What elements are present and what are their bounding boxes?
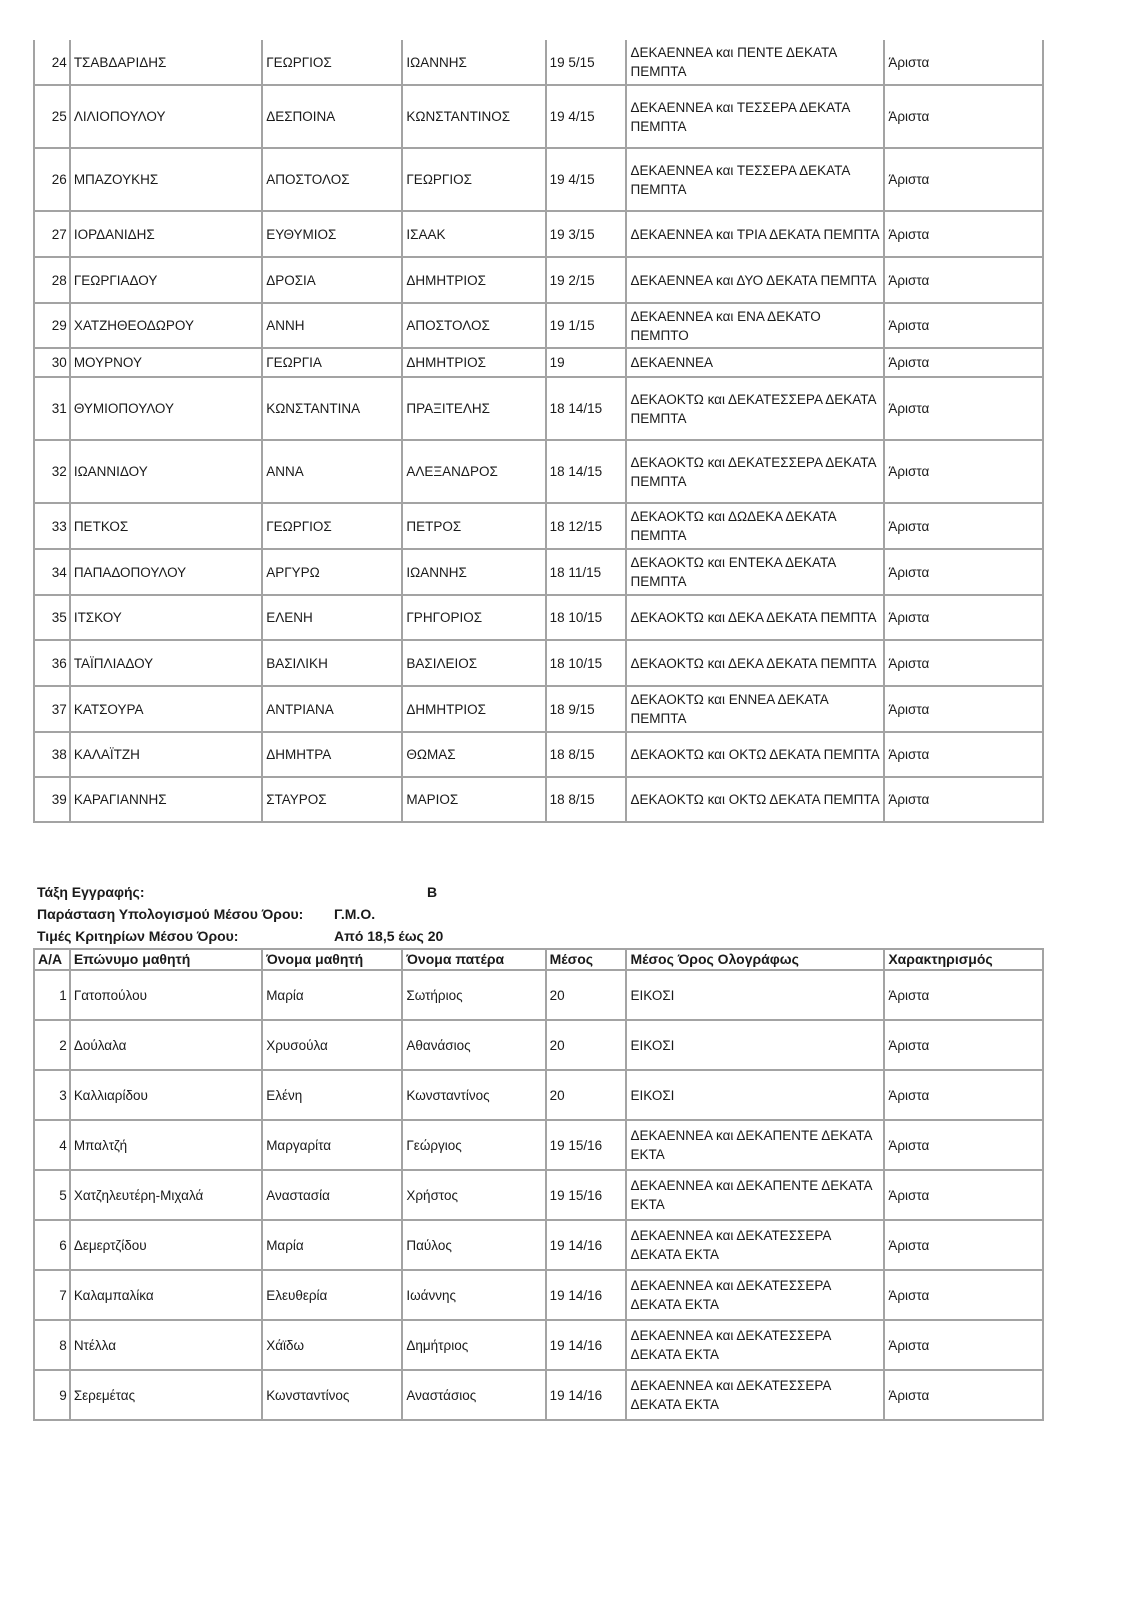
student-surname: ΙΩΑΝΝΙΔΟΥ xyxy=(70,440,262,503)
grades-table-continued xyxy=(33,40,1044,823)
student-surname: ΙΤΣΚΟΥ xyxy=(70,595,262,640)
table-row xyxy=(34,1370,1043,1420)
student-name: Αναστασία xyxy=(262,1170,402,1220)
average-in-words: ΔΕΚΑΟΚΤΩ και ΔΕΚΑΤΕΣΣΕΡΑ ΔΕΚΑΤΑ ΠΕΜΠΤΑ xyxy=(626,440,884,503)
average-in-words: ΕΙΚΟΣΙ xyxy=(626,1070,884,1120)
student-surname: ΓΕΩΡΓΙΑΔΟΥ xyxy=(70,257,262,303)
student-surname: Ντέλλα xyxy=(70,1320,262,1370)
average: 18 8/15 xyxy=(546,732,627,777)
student-name: ΑΡΓΥΡΩ xyxy=(262,549,402,595)
father-name: ΓΕΩΡΓΙΟΣ xyxy=(402,148,545,211)
student-name: ΚΩΝΣΤΑΝΤΙΝΑ xyxy=(262,377,402,440)
characterization: Άριστα xyxy=(884,595,1043,640)
student-name: Ελευθερία xyxy=(262,1270,402,1320)
father-name: ΙΣΑΑΚ xyxy=(402,211,545,257)
average: 19 15/16 xyxy=(546,1120,627,1170)
average-in-words: ΕΙΚΟΣΙ xyxy=(626,1020,884,1070)
student-surname: ΠΑΠΑΔΟΠΟΥΛΟΥ xyxy=(70,549,262,595)
table-header-row xyxy=(34,949,1043,970)
average: 19 14/16 xyxy=(546,1220,627,1270)
student-name: Χάϊδω xyxy=(262,1320,402,1370)
table-row xyxy=(34,1320,1043,1370)
father-name: ΘΩΜΑΣ xyxy=(402,732,545,777)
average-in-words: ΔΕΚΑΕΝΝΕΑ και ΔΥΟ ΔΕΚΑΤΑ ΠΕΜΠΤΑ xyxy=(626,257,884,303)
row-number: 29 xyxy=(34,303,70,348)
average-in-words: ΔΕΚΑΕΝΝΕΑ και ΤΡΙΑ ΔΕΚΑΤΑ ΠΕΜΠΤΑ xyxy=(626,211,884,257)
row-number: 7 xyxy=(34,1270,70,1320)
father-name: Παύλος xyxy=(402,1220,545,1270)
row-number: 6 xyxy=(34,1220,70,1270)
student-name: ΑΝΝΑ xyxy=(262,440,402,503)
student-name: ΕΥΘΥΜΙΟΣ xyxy=(262,211,402,257)
student-surname: Καλαμπαλίκα xyxy=(70,1270,262,1320)
father-name: Χρήστος xyxy=(402,1170,545,1220)
table-row xyxy=(34,85,1043,148)
average-in-words: ΔΕΚΑΕΝΝΕΑ και ΔΕΚΑΠΕΝΤΕ ΔΕΚΑΤΑ ΕΚΤΑ xyxy=(626,1170,884,1220)
row-number: 38 xyxy=(34,732,70,777)
student-surname: Σερεμέτας xyxy=(70,1370,262,1420)
father-name: ΠΡΑΞΙΤΕΛΗΣ xyxy=(402,377,545,440)
row-number: 39 xyxy=(34,777,70,822)
grades-table-body xyxy=(34,970,1043,1420)
table-row xyxy=(34,549,1043,595)
average-in-words: ΕΙΚΟΣΙ xyxy=(626,970,884,1020)
average: 19 4/15 xyxy=(546,148,627,211)
father-name: ΔΗΜΗΤΡΙΟΣ xyxy=(402,257,545,303)
characterization: Άριστα xyxy=(884,640,1043,686)
student-name: ΒΑΣΙΛΙΚΗ xyxy=(262,640,402,686)
student-surname: ΚΑΛΑΪΤΖΗ xyxy=(70,732,262,777)
row-number: 5 xyxy=(34,1170,70,1220)
average-in-words: ΔΕΚΑΕΝΝΕΑ και ΠΕΝΤΕ ΔΕΚΑΤΑ ΠΕΜΠΤΑ xyxy=(626,40,884,85)
characterization: Άριστα xyxy=(884,440,1043,503)
average: 18 14/15 xyxy=(546,377,627,440)
class-value: Β xyxy=(427,884,438,900)
table-row xyxy=(34,1170,1043,1220)
student-surname: ΧΑΤΖΗΘΕΟΔΩΡΟΥ xyxy=(70,303,262,348)
student-surname: Καλλιαρίδου xyxy=(70,1070,262,1120)
table-row xyxy=(34,503,1043,549)
father-name: ΙΩΑΝΝΗΣ xyxy=(402,549,545,595)
criteria-value: Από 18,5 έως 20 xyxy=(334,928,444,944)
table-row xyxy=(34,970,1043,1020)
row-number: 36 xyxy=(34,640,70,686)
characterization: Άριστα xyxy=(884,40,1043,85)
average-in-words: ΔΕΚΑΕΝΝΕΑ xyxy=(626,348,884,377)
average: 18 10/15 xyxy=(546,595,627,640)
average-in-words: ΔΕΚΑΟΚΤΩ και ΔΕΚΑΤΕΣΣΕΡΑ ΔΕΚΑΤΑ ΠΕΜΠΤΑ xyxy=(626,377,884,440)
characterization: Άριστα xyxy=(884,1120,1043,1170)
average: 18 14/15 xyxy=(546,440,627,503)
average-in-words: ΔΕΚΑΕΝΝΕΑ και ΕΝΑ ΔΕΚΑΤΟ ΠΕΜΠΤΟ xyxy=(626,303,884,348)
characterization: Άριστα xyxy=(884,686,1043,732)
table-row xyxy=(34,257,1043,303)
father-name: Αθανάσιος xyxy=(402,1020,545,1070)
father-name: Κωνσταντίνος xyxy=(402,1070,545,1120)
row-number: 4 xyxy=(34,1120,70,1170)
table-row xyxy=(34,732,1043,777)
row-number: 27 xyxy=(34,211,70,257)
row-number: 33 xyxy=(34,503,70,549)
father-name: ΚΩΝΣΤΑΝΤΙΝΟΣ xyxy=(402,85,545,148)
row-number: 1 xyxy=(34,970,70,1020)
average: 18 9/15 xyxy=(546,686,627,732)
characterization: Άριστα xyxy=(884,1170,1043,1220)
characterization: Άριστα xyxy=(884,1370,1043,1420)
average-in-words: ΔΕΚΑΟΚΤΩ και ΔΕΚΑ ΔΕΚΑΤΑ ΠΕΜΠΤΑ xyxy=(626,595,884,640)
table-row xyxy=(34,777,1043,822)
characterization: Άριστα xyxy=(884,377,1043,440)
table-row xyxy=(34,686,1043,732)
student-name: ΔΗΜΗΤΡΑ xyxy=(262,732,402,777)
student-surname: Μπαλτζή xyxy=(70,1120,262,1170)
table-row xyxy=(34,211,1043,257)
student-name: ΓΕΩΡΓΙΑ xyxy=(262,348,402,377)
row-number: 32 xyxy=(34,440,70,503)
father-name: ΓΡΗΓΟΡΙΟΣ xyxy=(402,595,545,640)
header-avg-words: Μέσος Όρος Ολογράφως xyxy=(626,949,884,970)
average-in-words: ΔΕΚΑΟΚΤΩ και ΟΚΤΩ ΔΕΚΑΤΑ ΠΕΜΠΤΑ xyxy=(626,777,884,822)
average-in-words: ΔΕΚΑΕΝΝΕΑ και ΤΕΣΣΕΡΑ ΔΕΚΑΤΑ ΠΕΜΠΤΑ xyxy=(626,148,884,211)
table-row xyxy=(34,640,1043,686)
father-name: ΔΗΜΗΤΡΙΟΣ xyxy=(402,686,545,732)
characterization: Άριστα xyxy=(884,85,1043,148)
table-row xyxy=(34,1120,1043,1170)
average-in-words: ΔΕΚΑΕΝΝΕΑ και ΔΕΚΑΤΕΣΣΕΡΑ ΔΕΚΑΤΑ ΕΚΤΑ xyxy=(626,1370,884,1420)
header-surname: Επώνυμο μαθητή xyxy=(70,949,262,970)
grades-table-body xyxy=(34,40,1043,822)
student-name: Κωνσταντίνος xyxy=(262,1370,402,1420)
header-avg: Μέσος xyxy=(546,949,627,970)
average: 19 xyxy=(546,348,627,377)
table-row xyxy=(34,1020,1043,1070)
student-name: ΕΛΕΝΗ xyxy=(262,595,402,640)
row-number: 37 xyxy=(34,686,70,732)
row-number: 25 xyxy=(34,85,70,148)
characterization: Άριστα xyxy=(884,1070,1043,1120)
table-row xyxy=(34,377,1043,440)
average: 19 4/15 xyxy=(546,85,627,148)
characterization: Άριστα xyxy=(884,970,1043,1020)
table-row xyxy=(34,148,1043,211)
characterization: Άριστα xyxy=(884,1270,1043,1320)
characterization: Άριστα xyxy=(884,148,1043,211)
student-surname: ΤΣΑΒΔΑΡΙΔΗΣ xyxy=(70,40,262,85)
student-surname: Χατζηλευτέρη-Μιχαλά xyxy=(70,1170,262,1220)
student-surname: ΠΕΤΚΟΣ xyxy=(70,503,262,549)
table-row xyxy=(34,595,1043,640)
average-in-words: ΔΕΚΑΕΝΝΕΑ και ΔΕΚΑΤΕΣΣΕΡΑ ΔΕΚΑΤΑ ΕΚΤΑ xyxy=(626,1220,884,1270)
father-name: Αναστάσιος xyxy=(402,1370,545,1420)
student-surname: ΜΟΥΡΝΟΥ xyxy=(70,348,262,377)
row-number: 31 xyxy=(34,377,70,440)
father-name: Ιωάννης xyxy=(402,1270,545,1320)
father-name: ΒΑΣΙΛΕΙΟΣ xyxy=(402,640,545,686)
class-label: Τάξη Εγγραφής: xyxy=(37,884,145,900)
student-name: Μαρία xyxy=(262,1220,402,1270)
student-surname: ΘΥΜΙΟΠΟΥΛΟΥ xyxy=(70,377,262,440)
average: 18 8/15 xyxy=(546,777,627,822)
average-in-words: ΔΕΚΑΕΝΝΕΑ και ΔΕΚΑΠΕΝΤΕ ΔΕΚΑΤΑ ΕΚΤΑ xyxy=(626,1120,884,1170)
header-characterization: Χαρακτηρισμός xyxy=(884,949,1043,970)
row-number: 28 xyxy=(34,257,70,303)
characterization: Άριστα xyxy=(884,348,1043,377)
student-surname: ΙΟΡΔΑΝΙΔΗΣ xyxy=(70,211,262,257)
average: 19 1/15 xyxy=(546,303,627,348)
student-surname: Δεμερτζίδου xyxy=(70,1220,262,1270)
row-number: 8 xyxy=(34,1320,70,1370)
father-name: ΠΕΤΡΟΣ xyxy=(402,503,545,549)
average: 20 xyxy=(546,970,627,1020)
characterization: Άριστα xyxy=(884,549,1043,595)
student-surname: Δούλαλα xyxy=(70,1020,262,1070)
average-in-words: ΔΕΚΑΟΚΤΩ και ΟΚΤΩ ΔΕΚΑΤΑ ΠΕΜΠΤΑ xyxy=(626,732,884,777)
father-name: Δημήτριος xyxy=(402,1320,545,1370)
average: 19 14/16 xyxy=(546,1370,627,1420)
table-row xyxy=(34,440,1043,503)
row-number: 26 xyxy=(34,148,70,211)
father-name: ΑΛΕΞΑΝΔΡΟΣ xyxy=(402,440,545,503)
header-name: Όνομα μαθητή xyxy=(262,949,402,970)
average-in-words: ΔΕΚΑΕΝΝΕΑ και ΤΕΣΣΕΡΑ ΔΕΚΑΤΑ ΠΕΜΠΤΑ xyxy=(626,85,884,148)
row-number: 9 xyxy=(34,1370,70,1420)
table-row xyxy=(34,1270,1043,1320)
row-number: 24 xyxy=(34,40,70,85)
student-name: ΔΡΟΣΙΑ xyxy=(262,257,402,303)
average-in-words: ΔΕΚΑΟΚΤΩ και ΔΕΚΑ ΔΕΚΑΤΑ ΠΕΜΠΤΑ xyxy=(626,640,884,686)
student-name: ΑΝΤΡΙΑΝΑ xyxy=(262,686,402,732)
table-row xyxy=(34,348,1043,377)
average: 18 12/15 xyxy=(546,503,627,549)
student-surname: ΛΙΛΙΟΠΟΥΛΟΥ xyxy=(70,85,262,148)
table-row xyxy=(34,303,1043,348)
calc-label: Παράσταση Υπολογισμού Μέσου Όρου: xyxy=(37,906,304,922)
father-name: ΑΠΟΣΤΟΛΟΣ xyxy=(402,303,545,348)
header-aa: Α/Α xyxy=(34,949,70,970)
row-number: 3 xyxy=(34,1070,70,1120)
father-name: ΜΑΡΙΟΣ xyxy=(402,777,545,822)
characterization: Άριστα xyxy=(884,1320,1043,1370)
average: 19 14/16 xyxy=(546,1270,627,1320)
row-number: 35 xyxy=(34,595,70,640)
average: 18 10/15 xyxy=(546,640,627,686)
average: 20 xyxy=(546,1070,627,1120)
student-name: ΣΤΑΥΡΟΣ xyxy=(262,777,402,822)
characterization: Άριστα xyxy=(884,303,1043,348)
student-name: ΓΕΩΡΓΙΟΣ xyxy=(262,503,402,549)
student-surname: ΤΑΪΠΛΙΑΔΟΥ xyxy=(70,640,262,686)
student-name: Μαργαρίτα xyxy=(262,1120,402,1170)
header-father: Όνομα πατέρα xyxy=(402,949,545,970)
criteria-label: Τιμές Κριτηρίων Μέσου Όρου: xyxy=(37,928,239,944)
student-name: Μαρία xyxy=(262,970,402,1020)
average: 20 xyxy=(546,1020,627,1070)
average-in-words: ΔΕΚΑΟΚΤΩ και ΔΩΔΕΚΑ ΔΕΚΑΤΑ ΠΕΜΠΤΑ xyxy=(626,503,884,549)
father-name: Γεώργιος xyxy=(402,1120,545,1170)
father-name: ΙΩΑΝΝΗΣ xyxy=(402,40,545,85)
average-in-words: ΔΕΚΑΕΝΝΕΑ και ΔΕΚΑΤΕΣΣΕΡΑ ΔΕΚΑΤΑ ΕΚΤΑ xyxy=(626,1270,884,1320)
average-in-words: ΔΕΚΑΟΚΤΩ και ΕΝΤΕΚΑ ΔΕΚΑΤΑ ΠΕΜΠΤΑ xyxy=(626,549,884,595)
student-surname: ΜΠΑΖΟΥΚΗΣ xyxy=(70,148,262,211)
characterization: Άριστα xyxy=(884,1220,1043,1270)
row-number: 30 xyxy=(34,348,70,377)
student-surname: ΚΑΤΣΟΥΡΑ xyxy=(70,686,262,732)
average-in-words: ΔΕΚΑΟΚΤΩ και ΕΝΝΕΑ ΔΕΚΑΤΑ ΠΕΜΠΤΑ xyxy=(626,686,884,732)
average: 19 14/16 xyxy=(546,1320,627,1370)
average: 19 2/15 xyxy=(546,257,627,303)
student-surname: ΚΑΡΑΓΙΑΝΝΗΣ xyxy=(70,777,262,822)
student-name: Χρυσούλα xyxy=(262,1020,402,1070)
row-number: 34 xyxy=(34,549,70,595)
grades-table-class-b xyxy=(33,948,1044,1421)
table-row xyxy=(34,1070,1043,1120)
student-name: Ελένη xyxy=(262,1070,402,1120)
student-name: ΔΕΣΠΟΙΝΑ xyxy=(262,85,402,148)
average: 18 11/15 xyxy=(546,549,627,595)
table-row xyxy=(34,1220,1043,1270)
average: 19 3/15 xyxy=(546,211,627,257)
characterization: Άριστα xyxy=(884,211,1043,257)
characterization: Άριστα xyxy=(884,503,1043,549)
student-surname: Γατοπούλου xyxy=(70,970,262,1020)
student-name: ΑΠΟΣΤΟΛΟΣ xyxy=(262,148,402,211)
student-name: ΓΕΩΡΓΙΟΣ xyxy=(262,40,402,85)
average: 19 5/15 xyxy=(546,40,627,85)
calc-value: Γ.Μ.Ο. xyxy=(334,906,376,922)
table-row xyxy=(34,40,1043,85)
father-name: Σωτήριος xyxy=(402,970,545,1020)
average: 19 15/16 xyxy=(546,1170,627,1220)
average-in-words: ΔΕΚΑΕΝΝΕΑ και ΔΕΚΑΤΕΣΣΕΡΑ ΔΕΚΑΤΑ ΕΚΤΑ xyxy=(626,1320,884,1370)
student-name: ΑΝΝΗ xyxy=(262,303,402,348)
row-number: 2 xyxy=(34,1020,70,1070)
characterization: Άριστα xyxy=(884,1020,1043,1070)
characterization: Άριστα xyxy=(884,257,1043,303)
characterization: Άριστα xyxy=(884,777,1043,822)
characterization: Άριστα xyxy=(884,732,1043,777)
father-name: ΔΗΜΗΤΡΙΟΣ xyxy=(402,348,545,377)
